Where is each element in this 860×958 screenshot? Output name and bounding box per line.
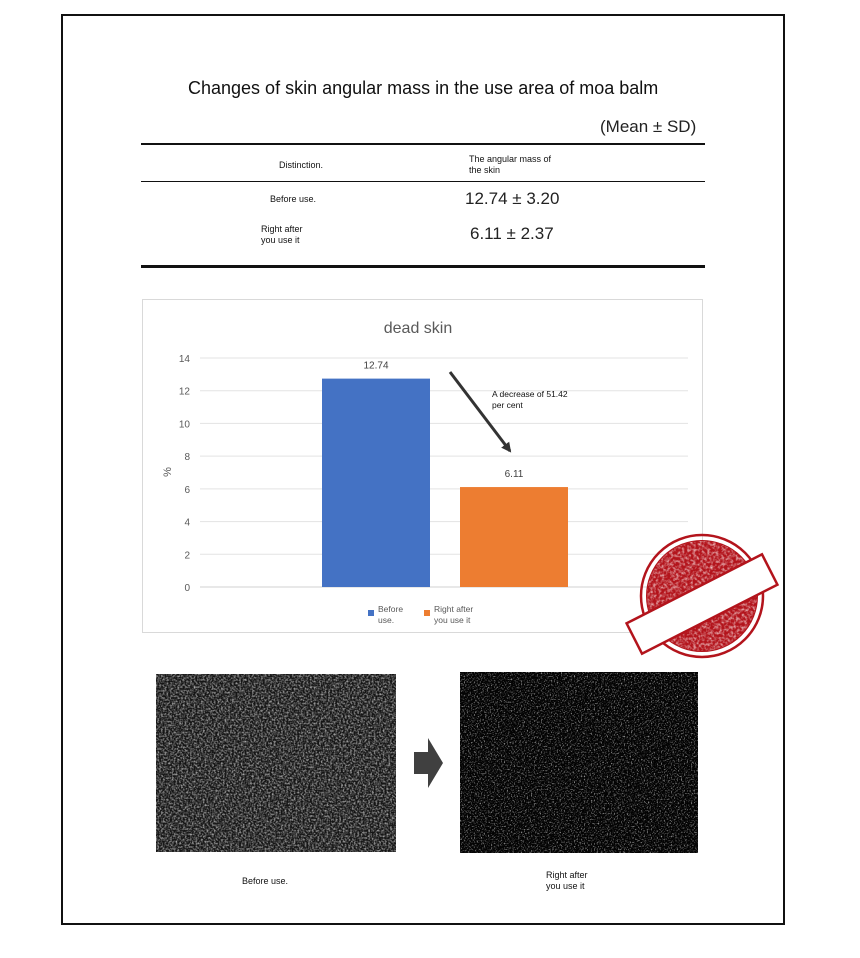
table-row-label-before: Before use. [270, 194, 317, 204]
chart-annotation-line-1: A decrease of 51.42 [492, 389, 568, 399]
before-photo-caption: Before use. [242, 876, 289, 886]
bar-chart [142, 299, 703, 633]
table-row-value-before: 12.74 ± 3.20 [465, 189, 560, 208]
chart-annotation-line-2: per cent [492, 400, 523, 410]
y-tick-label: 4 [184, 517, 190, 529]
table-header-angular-mass: The angular mass of the skin [469, 154, 552, 175]
y-tick-label: 2 [184, 550, 190, 562]
y-tick-label: 14 [178, 354, 190, 365]
table-row-label-after: Right after you use it [261, 224, 303, 245]
bar-data-label: 6.11 [504, 469, 524, 481]
legend-label-before: Before use. [378, 604, 404, 625]
chart-bars [322, 379, 568, 587]
y-tick-label: 10 [178, 419, 190, 431]
table-subtitle: (Mean ± SD) [600, 117, 697, 136]
table-row-value-after: 6.11 ± 2.37 [470, 224, 554, 243]
chart-gridlines [200, 358, 688, 587]
bar-data-label: 12.74 [363, 360, 389, 372]
page-title: Changes of skin angular mass in the use area of moa balm [188, 78, 659, 98]
arrow-right-icon [414, 738, 444, 788]
after-texture-image [460, 672, 698, 853]
table-top-rule [141, 143, 705, 145]
chart-legend [368, 604, 473, 625]
before-photo [156, 674, 396, 852]
chart-title: dead skin [383, 320, 453, 337]
decrease-arrow [450, 372, 510, 451]
red-seal-stamp [622, 532, 784, 662]
chart-annotation [492, 389, 570, 410]
before-texture-image [156, 674, 396, 852]
table-header-rule [141, 181, 705, 182]
y-tick-label: 8 [184, 452, 190, 464]
chart-y-axis-label: % [162, 467, 174, 477]
legend-label-after: Right after you use it [434, 604, 474, 625]
bar-after [460, 487, 568, 587]
y-tick-label: 0 [184, 583, 190, 594]
table-header-distinction: Distinction. [279, 160, 324, 170]
y-tick-label: 12 [178, 386, 190, 398]
bar-before [322, 379, 430, 587]
legend-swatch-before [368, 610, 374, 616]
legend-swatch-after [424, 610, 430, 616]
after-photo [460, 672, 698, 853]
chart-y-ticks [179, 354, 191, 594]
table-bottom-rule [141, 265, 705, 268]
y-tick-label: 6 [184, 484, 190, 496]
after-photo-caption: Right after you use it [546, 870, 588, 891]
